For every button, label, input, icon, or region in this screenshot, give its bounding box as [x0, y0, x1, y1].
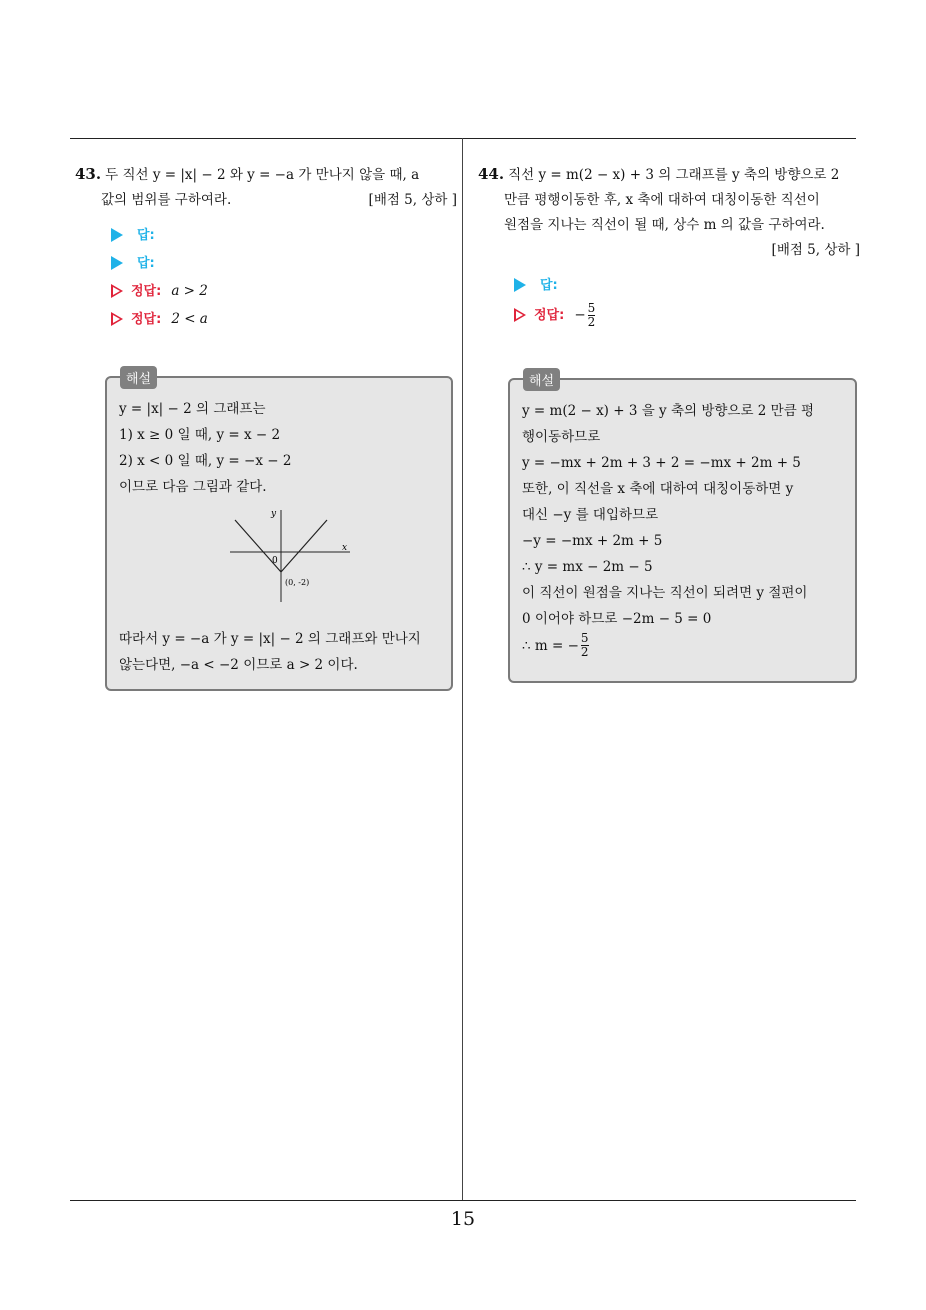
solution-line: −y = −mx + 2m + 5 — [522, 533, 663, 549]
solution-line: 행이동하므로 — [522, 429, 601, 445]
correct-answer-row-1: 정답: − $\frac{5}{2}$ — [514, 299, 860, 331]
answer-row-1: 답: — [111, 221, 457, 249]
correct-sign: − — [574, 306, 586, 323]
solution-line: 대신 −y 를 대입하므로 — [522, 507, 659, 523]
problem-44-line1: 44. 직선 y = m(2 − x) + 3 의 그래프를 y 축의 방향으로 2 — [478, 165, 840, 183]
numerator: 5 — [587, 300, 596, 315]
origin-label: 0 — [272, 556, 278, 566]
fraction — [588, 302, 596, 329]
outline-arrow-icon — [514, 308, 526, 322]
solution-tag: 해설 — [120, 366, 157, 389]
outline-arrow-icon — [111, 284, 123, 298]
play-arrow-icon — [111, 228, 123, 242]
solution-44-box — [508, 378, 857, 683]
solution-line: 0 이어야 하므로 −2m − 5 = 0 — [522, 611, 712, 627]
problem-44-answers — [478, 271, 860, 331]
column-divider — [462, 138, 463, 1200]
denominator: 2 — [587, 314, 596, 329]
answer-row-2: 답: — [111, 249, 457, 277]
solution-tag: 해설 — [523, 368, 560, 391]
solution-line: 2) x < 0 일 때, y = −x − 2 — [119, 453, 292, 469]
correct-answer-row-2: 정답: 2 < a — [111, 305, 457, 333]
problem-44-number: 44. — [478, 165, 505, 183]
footer-rule — [70, 1200, 856, 1201]
solution-line: 이므로 다음 그림과 같다. — [119, 479, 267, 495]
outline-arrow-icon — [111, 312, 123, 326]
problem-44-line3: 원점을 지나는 직선이 될 때, 상수 m 의 값을 구하여라. — [504, 217, 825, 233]
solution-line: y = m(2 − x) + 3 을 y 축의 방향으로 2 만큼 평 — [522, 403, 815, 419]
final-prefix: ∴ m = − — [522, 637, 579, 654]
solution-line: 또한, 이 직선을 x 축에 대하여 대칭이동하면 y — [522, 481, 794, 497]
denominator: 2 — [580, 645, 589, 659]
solution-line: ∴ y = mx − 2m − 5 — [522, 559, 653, 575]
problem-43-line2: 값의 범위를 구하여라. [배점 5, 상하 ] — [75, 188, 457, 213]
solution-line: 따라서 y = −a 가 y = |x| − 2 의 그래프와 만나지 — [119, 631, 421, 647]
y-axis-label: y — [271, 509, 277, 519]
problem-43-number: 43. — [75, 165, 102, 183]
problem-43-line1: 43. 두 직선 y = |x| − 2 와 y = −a 가 만나지 않을 때, a — [75, 165, 420, 183]
problem-44-line2: 만큼 평행이동한 후, x 축에 대하여 대칭이동한 직선이 — [504, 192, 820, 208]
header-rule — [70, 138, 856, 139]
play-arrow-icon — [514, 278, 526, 292]
fraction — [581, 632, 589, 659]
solution-final-line — [522, 632, 843, 659]
answer-row-1: 답: — [514, 271, 860, 299]
x-axis-label: x — [342, 543, 348, 553]
problem-44 — [478, 162, 860, 331]
solution-line: 않는다면, −a < −2 이므로 a > 2 이다. — [119, 657, 358, 673]
solution-43-box — [105, 376, 453, 691]
correct-answer-row-1: 정답: a > 2 — [111, 277, 457, 305]
problem-43 — [75, 162, 457, 333]
solution-line: y = |x| − 2 의 그래프는 — [119, 401, 266, 417]
solution-line: y = −mx + 2m + 3 + 2 = −mx + 2m + 5 — [522, 455, 801, 471]
problem-43-answers — [75, 221, 457, 333]
problem-43-score: [배점 5, 상하 ] — [368, 192, 457, 208]
problem-44-score: [배점 5, 상하 ] — [771, 242, 860, 258]
page-number: 15 — [450, 1208, 476, 1230]
solution-line: 1) x ≥ 0 일 때, y = x − 2 — [119, 427, 281, 443]
numerator: 5 — [580, 631, 589, 645]
solution-line: 이 직선이 원점을 지나는 직선이 되려면 y 절편이 — [522, 585, 808, 601]
play-arrow-icon — [111, 256, 123, 270]
abs-value-graph — [225, 506, 355, 606]
vertex-label: (0, -2) — [285, 578, 310, 587]
